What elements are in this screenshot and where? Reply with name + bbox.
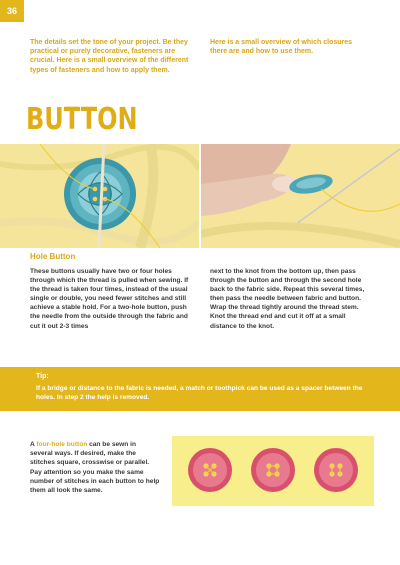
tip-label: Tip: xyxy=(36,373,49,380)
photo-sewing-teal-button xyxy=(0,144,199,248)
body-text-right: next to the knot from the bottom up, then pass through the button and through the second hole back to the fabric side. Repeat this several times, then pass the needle between fabric and button. Wrap the thread tightly around the thread stem. Knot the thread end and cut it off at a small distance to the knot. xyxy=(210,268,365,330)
tip-box xyxy=(0,367,400,411)
four-hole-button-highlight: four-hole button xyxy=(36,441,88,448)
teal-button-illustration xyxy=(0,144,199,248)
hand-sewing-illustration xyxy=(201,144,400,248)
pink-button-2 xyxy=(251,448,295,492)
intro-left-text: The details set the tone of your project. Be they practical or purely decorative, fasteners are crucial. Here is a small overview of the different types of fasteners and how to apply them. xyxy=(30,39,189,74)
pink-button-1 xyxy=(188,448,232,492)
outro-rest: can be sewn in several ways. If desired, make the stitches square, crosswise or parallel. Pay attention so you make the same number of stitches in each button to help them all look the same. xyxy=(30,441,160,495)
tip-text: If a bridge or distance to the fabric is needed, a match or toothpick can be used as a spacer between the holes. In step 2 the help is removed. xyxy=(36,385,363,402)
four-hole-description xyxy=(30,440,160,495)
page-number: 36 xyxy=(0,0,24,22)
section-title-hole-button: Hole Button xyxy=(30,252,76,261)
outro-prefix: A xyxy=(30,441,37,448)
page-title: BUTTON xyxy=(26,102,138,137)
photo-hand-sewing xyxy=(201,144,400,248)
pink-button-3 xyxy=(314,448,358,492)
body-text-left: These buttons usually have two or four holes through which the thread is pulled when sewing. If the thread is taken four times, instead of the usual single or double, you need fewer stitches and still achieve a stable hold. For a two-hole button, push the needle from the outside through the fabric and cut it out 2-3 times xyxy=(30,268,189,330)
intro-right-text: Here is a small overview of which closures there are and how to use them. xyxy=(210,39,353,56)
pink-buttons-illustration xyxy=(172,436,374,506)
photo-three-pink-buttons xyxy=(172,436,374,506)
